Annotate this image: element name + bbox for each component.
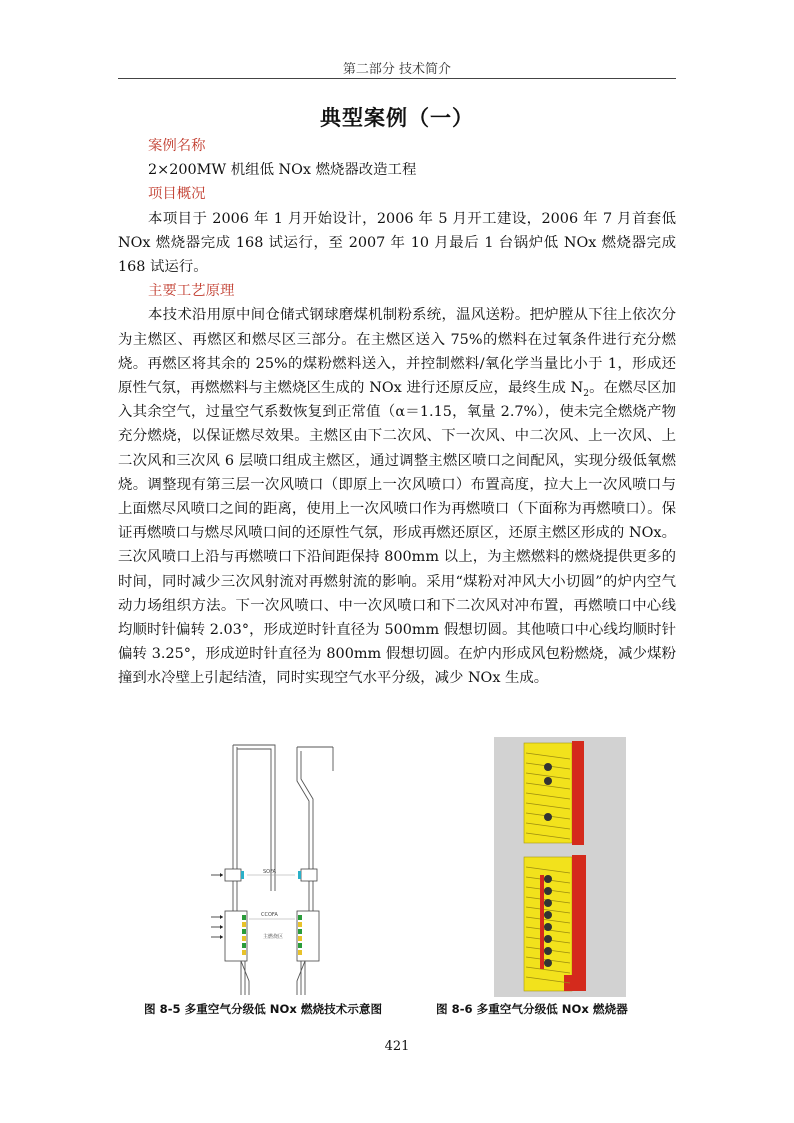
case-name-text: 2×200MW 机组低 NOx 燃烧器改造工程	[148, 162, 417, 179]
principle-heading: 主要工艺原理	[148, 283, 235, 300]
principle-subscript: 2	[583, 388, 589, 399]
main-content	[118, 134, 676, 691]
boiler-schematic-svg	[205, 741, 335, 996]
page-title: 典型案例（一）	[320, 106, 474, 130]
caption-fig-8-5: 图 8-5 多重空气分级低 NOx 燃烧技术示意图	[144, 1002, 383, 1016]
caption-fig-8-6: 图 8-6 多重空气分级低 NOx 燃烧器	[436, 1002, 628, 1016]
principle-text-a: 本技术沿用原中间仓储式钢球磨煤机制粉系统，温风送粉。把炉膛从下往上依次分为主燃区、再燃区和燃尽区三部分。在主燃区送入 75%的燃料在过氧条件进行充分燃烧。再燃区将其余的 25%的煤粉燃料送入，并控制燃料/氧化学当量比小于 1，形成还原性气氛，再燃燃料与主燃烧区生成的 NOx 进行还原反应，最终生成 N	[118, 307, 676, 397]
sofa-label: SOFA	[263, 869, 276, 875]
overview-paragraph: 本项目于 2006 年 1 月开始设计，2006 年 5 月开工建设，2006 年 7 月首套低 NOx 燃烧器完成 168 试运行，至 2007 年 10 月最后 1 台锅炉低 NOx 燃烧器完成 168 试运行。	[118, 210, 676, 276]
case-name-heading: 案例名称	[148, 138, 206, 154]
burner-3d-svg	[494, 737, 626, 997]
burner-3d-figure	[494, 737, 626, 997]
overview-heading: 项目概况	[148, 186, 206, 203]
principle-paragraph	[118, 303, 676, 690]
boiler-schematic-figure	[205, 741, 335, 996]
principle-text-b: 。在燃尽区加入其余空气，过量空气系数恢复到正常值（α＝1.15，氧量 2.7%），使未完全燃烧产物充分燃烧，以保证燃尽效果。主燃区由下二次风、下一次风、中二次风、上一次风、上二次风和三次风 6 层喷口组成主燃区，通过调整主燃区喷口之间配风，实现分级低氧燃烧。调整现有第三层一次风喷口（即原上一次风喷口）布置高度，拉大上一次风喷口与上面燃尽风喷口之间的距离，使用上一次风喷口作为再燃喷口（下面称为再燃喷口）。保证再燃喷口与燃尽风喷口间的还原性气氛，形成再燃还原区，还原主燃区形成的 NOx。三次风喷口上沿与再燃喷口下沿间距保持 800mm 以上，为主燃燃料的燃烧提供更多的时间，同时减少三次风射流对再燃射流的影响。采用“煤粉对冲风大小切圆”的炉内空气动力场组织方法。下一次风喷口、中一次风喷口和下二次风对冲布置，再燃喷口中心线均顺时针偏转 2.03°，形成逆时针直径为 500mm 假想切圆。其他喷口中心线均顺时针偏转 3.25°，形成逆时针直径为 800mm 假想切圆。在炉内形成风包粉燃烧，减少煤粉撞到水冷壁上引起结渣，同时实现空气水平分级，减少 NOx 生成。	[118, 380, 676, 687]
burner-zone-label: 主燃烧区	[263, 934, 284, 940]
header-rule	[118, 78, 676, 79]
ccofa-label: CCOFA	[261, 912, 278, 918]
page-number: 421	[384, 1039, 410, 1054]
running-header: 第二部分 技术简介	[342, 62, 452, 77]
